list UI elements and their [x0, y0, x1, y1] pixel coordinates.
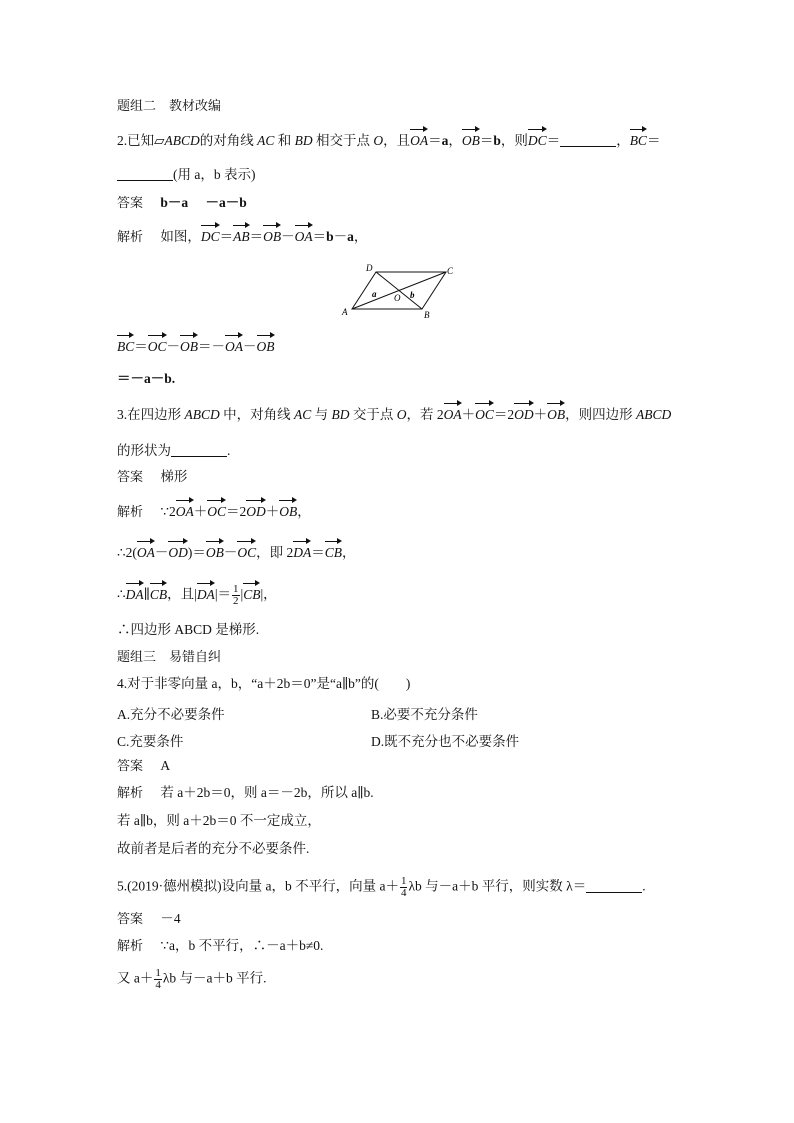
answer-blank[interactable] [171, 442, 227, 457]
question-2-analysis-final: ＝－a－b. [117, 371, 176, 386]
answer-label: 答案 [117, 469, 144, 484]
stem-text: ，且 [383, 133, 411, 148]
question-4-analysis-3: 故前者是后者的充分不必要条件. [117, 841, 310, 856]
answer-blank[interactable] [560, 132, 616, 147]
question-4-analysis-2: 若 a∥b，则 a＋2b＝0 不一定成立， [117, 813, 321, 828]
question-2-answer [117, 194, 247, 212]
option-a[interactable]: A.充分不必要条件 [117, 707, 225, 722]
question-3-stem-cont: 的形状为 . [117, 443, 231, 458]
question-3-analysis-3: ∴DA∥CB，且|DA|＝ $\frac{1}{2}$ |CB|， [117, 583, 277, 607]
vector-bc: BC [629, 133, 647, 148]
question-4-stem: 4.对于非零向量 a，b，“a＋2b＝0”是“a∥b”的( ) [117, 676, 411, 691]
question-4-answer [117, 757, 170, 775]
fraction-half: $\frac{1}{2}$ [233, 583, 239, 607]
question-5-stem: 5.(2019·德州模拟)设向量 a，b 不平行，向量 a＋ $\frac{1}{4}$ λb 与－a＋b 平行，则实数 λ＝ . [117, 875, 646, 899]
question-4-analysis-1 [117, 784, 374, 802]
question-5-analysis-1 [117, 937, 323, 955]
section-heading-group3: 题组三 易错自纠 [117, 649, 222, 664]
answer-label: 答案 [117, 195, 144, 210]
parallelogram-figure [340, 262, 460, 322]
question-2-analysis-bc: BC＝OC－OB＝－OA－OB [117, 339, 275, 354]
option-c[interactable]: C.充要条件 [117, 734, 184, 749]
figure-point-b: B [424, 310, 430, 320]
figure-label-a: a [372, 289, 377, 299]
figure-point-d: D [366, 263, 373, 273]
question-2-prefix: 2.已知▱ [117, 133, 165, 148]
stem-text: 和 [277, 133, 292, 148]
answer-label: 答案 [117, 758, 144, 773]
analysis-text: λb 与－a＋b 平行. [162, 970, 267, 986]
parallelogram-name: ABCD [164, 133, 200, 148]
segment-bd: BD [331, 407, 350, 422]
question-3-conclusion: ∴四边形 ABCD 是梯形. [117, 622, 260, 637]
figure-point-c: C [447, 266, 454, 276]
vector-oa: OA [410, 133, 429, 148]
question-2-analysis: 解析 如图，DC＝AB＝OB－OA＝b－a， [117, 229, 368, 244]
fraction-quarter: $\frac{1}{4}$ [400, 875, 407, 899]
stem-text: 3.在四边形 [117, 407, 182, 422]
stem-text: 交于点 [352, 407, 394, 422]
vector-ob: OB [461, 133, 480, 148]
question-3-analysis-2: ∴2(OA－OD)＝OB－OC，即 2DA＝CB， [117, 545, 356, 560]
question-3-analysis-1: 解析 ∵2OA＋OC＝2OD＋OB， [117, 504, 311, 519]
section-heading-group2: 题组二 教材改编 [117, 98, 222, 113]
option-b[interactable]: B.必要不充分条件 [371, 707, 478, 722]
answer-blank[interactable] [117, 166, 173, 181]
stem-text: ，则四边形 [565, 407, 633, 422]
stem-text: λb 与－a＋b 平行，则实数 λ＝ [408, 878, 587, 894]
fraction-quarter: $\frac{1}{4}$ [155, 967, 161, 991]
figure-label-b: b [410, 290, 415, 300]
analysis-label: 解析 [117, 229, 144, 244]
analysis-text: ∵a，b 不平行，∴－a＋b≠0. [160, 938, 324, 953]
figure-point-a: A [342, 307, 348, 317]
figure-point-o: O [394, 293, 401, 303]
quadrilateral-name: ABCD [636, 407, 672, 422]
question-2-stem-cont [117, 166, 255, 184]
analysis-label: 解析 [117, 504, 144, 519]
question-3-answer [117, 468, 187, 486]
stem-text: 与 [314, 407, 329, 422]
segment-ac: AC [294, 407, 312, 422]
question-5-answer [117, 910, 181, 928]
segment-bd: BD [294, 133, 313, 148]
answer-value: 梯形 [160, 469, 188, 484]
analysis-label: 解析 [117, 785, 144, 800]
answer-value: －4 [160, 911, 181, 926]
stem-text: 的对角线 [199, 133, 254, 148]
question-3-stem: 3.在四边形 ABCD 中，对角线 AC 与 BD 交于点 O，若 2OA＋OC＝2OD＋OB，则四边形 ABCD [117, 407, 672, 422]
stem-text: 5.(2019·德州模拟)设向量 a，b 不平行，向量 a＋ [117, 878, 399, 894]
point-o: O [396, 407, 407, 422]
answer-label: 答案 [117, 911, 144, 926]
stem-text: 相交于点 [316, 133, 371, 148]
question-5-analysis-2 [117, 968, 267, 991]
vector-dc: DC [527, 133, 547, 148]
analysis-label: 解析 [117, 938, 144, 953]
question-2-stem: 2.已知▱ABCD的对角线 AC 和 BD 相交于点 O，且OA＝a，OB＝b，则DC＝ ，BC＝ [117, 133, 661, 148]
answer-value-1: b－a [160, 195, 189, 210]
quadrilateral-name: ABCD [184, 407, 220, 422]
analysis-text: 又 a＋ [117, 970, 154, 986]
answer-value-2: －a－b [205, 195, 247, 210]
answer-value: A [160, 758, 171, 773]
stem-text: 的形状为 [117, 443, 171, 458]
use-instruction: (用 a，b 表示) [173, 167, 256, 182]
analysis-text: 若 a＋2b＝0，则 a＝－2b，所以 a∥b. [160, 785, 374, 800]
point-o: O [373, 133, 384, 148]
segment-ac: AC [257, 133, 275, 148]
analysis-text: 如图， [160, 229, 201, 244]
answer-blank[interactable] [586, 878, 642, 893]
stem-text: 中，对角线 [223, 407, 291, 422]
option-d[interactable]: D.既不充分也不必要条件 [371, 734, 520, 749]
stem-text: ，若 [406, 407, 434, 422]
